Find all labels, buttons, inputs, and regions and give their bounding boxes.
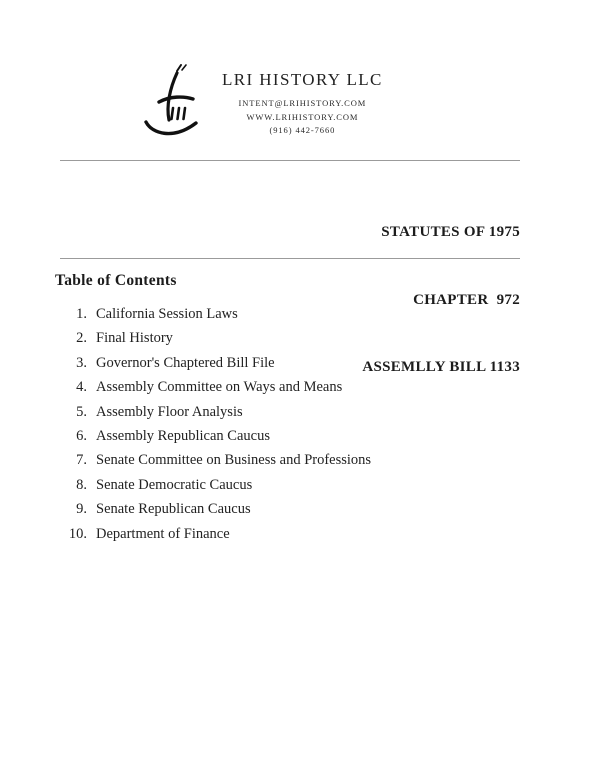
toc-item (55, 477, 495, 501)
toc-item-label: Department of Finance (96, 525, 230, 542)
toc-item-number: 6. (76, 427, 87, 444)
company-phone: (916) 442-7660 (269, 125, 336, 135)
toc-list (55, 306, 495, 550)
company-name: LRI HISTORY LLC (222, 70, 383, 89)
toc-item (55, 452, 495, 476)
statutes-line: STATUTES OF 1975 (381, 224, 520, 240)
company-email: INTENT@LRIHISTORY.COM (238, 98, 367, 108)
toc-item (55, 404, 495, 428)
toc-item-label: Senate Democratic Caucus (96, 476, 253, 493)
toc-item (55, 330, 495, 354)
toc-item-label: Final History (96, 330, 173, 347)
toc-item-label: Assembly Republican Caucus (96, 427, 270, 444)
toc-item-label: California Session Laws (96, 306, 238, 322)
toc-item-number: 4. (76, 379, 87, 396)
company-website: WWW.LRIHISTORY.COM (246, 111, 359, 122)
company-info (222, 62, 383, 138)
toc-item (55, 379, 495, 403)
toc-item (55, 501, 495, 525)
toc-item-number: 7. (76, 452, 87, 469)
toc-item-number: 2. (76, 330, 87, 347)
toc-item-label: Senate Republican Caucus (96, 501, 251, 518)
toc-item-number: 5. (76, 403, 87, 420)
toc-item-label: Senate Committee on Business and Professions (96, 452, 372, 469)
toc-item-number: 8. (76, 476, 87, 493)
toc-item (55, 428, 495, 452)
divider-top (60, 160, 520, 161)
toc-item (55, 526, 495, 550)
letterhead (140, 62, 383, 142)
company-logo-icon (140, 62, 202, 142)
toc-item-label: Assembly Floor Analysis (96, 403, 243, 420)
toc-item-label: Governor's Chaptered Bill File (96, 354, 275, 371)
toc-item-number: 10. (68, 525, 87, 542)
bill-line: ASSEMLLY BILL 1133 (362, 359, 520, 375)
chapter-line: CHAPTER 972 (413, 291, 520, 308)
toc-item-number: 1. (76, 306, 87, 322)
toc-item-number: 9. (76, 501, 87, 518)
toc-title: Table of Contents (55, 272, 177, 289)
toc-item-label: Assembly Committee on Ways and Means (96, 379, 343, 396)
toc-item-number: 3. (76, 354, 87, 371)
toc-item (55, 306, 495, 330)
toc-item (55, 355, 495, 379)
